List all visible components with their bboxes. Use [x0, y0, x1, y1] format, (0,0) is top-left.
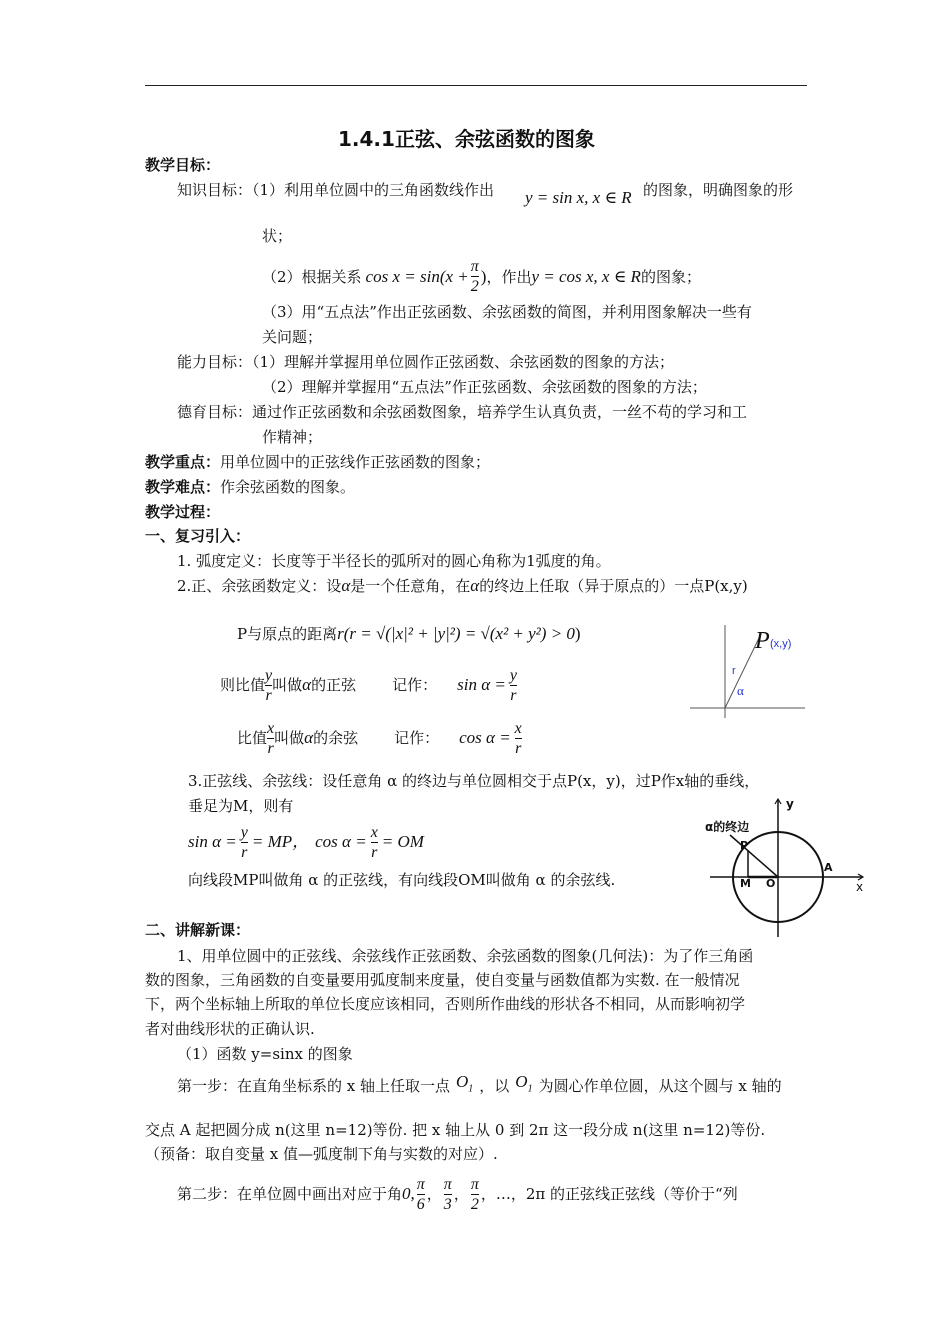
knowledge-line-2	[262, 258, 701, 295]
k3-line1: （3）用“五点法”作出正弦函数、余弦函数的简图，并利用图象解决一些有	[262, 303, 752, 321]
ratio2-called: 叫做	[274, 729, 305, 747]
item3-cos-eq: = OM	[381, 832, 424, 851]
section2-p1-line2: 数的图象，三角函数的自变量要用弧度制来度量，使自变量与函数值都为实数. 在一般情况	[145, 971, 740, 989]
ability-line1: 能力目标：（1）理解并掌握用单位圆作正弦函数、余弦函数的图象的方法；	[177, 353, 675, 371]
item2-a: 2.正、余弦函数定义：设	[177, 577, 342, 595]
pi-over-2	[471, 1176, 479, 1213]
k2-close: )	[480, 266, 487, 286]
origin-label: O	[766, 877, 776, 890]
pi2-den: 2	[470, 1195, 479, 1213]
point-a-label: A	[824, 861, 833, 874]
section2-p1-line3: 下，两个坐标轴上所取的单位长度应该相同，否则所作曲线的形状各不相同，从而影响初学	[145, 995, 746, 1013]
item2-b: 是一个任意角，在	[350, 577, 471, 595]
step1-a: 第一步：在直角坐标系的 x 轴上任取一点	[177, 1076, 450, 1095]
section1-item2	[177, 576, 748, 596]
alpha-label: α	[737, 683, 744, 698]
cos-formula: cos α =	[459, 728, 511, 747]
step2-a: 第二步：在单位圆中画出对应于角	[177, 1185, 403, 1203]
section1-heading: 一、复习引入：	[145, 527, 251, 545]
k3-line2: 关问题；	[262, 328, 323, 346]
ratio2-cosine: 的余弦	[313, 729, 359, 747]
cos-num: x	[514, 719, 522, 737]
distance-line	[237, 622, 581, 646]
section1-item1: 1. 弧度定义：长度等于半径长的弧所对的圆心角称为1弧度的角。	[177, 552, 611, 570]
item3-cos-den: r	[371, 843, 378, 861]
item2-c: 的终边上任取（异于原点的）一点P(x,y)	[479, 577, 748, 595]
sin-formula: sin α =	[457, 675, 506, 694]
item3-sin-fraction	[241, 824, 248, 861]
terminal-side-label: α的终边	[705, 820, 750, 834]
ability-line2: （2）理解并掌握用“五点法”作正弦函数、余弦函数的图象的方法；	[262, 378, 707, 396]
step2-b: 2π 的正弦线正弦线（等价于“列	[525, 1185, 738, 1203]
pi-over-3	[444, 1176, 452, 1213]
k1-formula: y = sin x, x ∈ R	[525, 188, 632, 207]
ratio1-num: y	[265, 666, 273, 684]
difficulty-label: 教学难点：	[145, 478, 221, 496]
comma: ，	[453, 1185, 469, 1203]
alpha-symbol: α	[302, 675, 312, 694]
page-title: 1.4.1正弦、余弦函数的图象	[338, 127, 595, 151]
ratio2-den: r	[267, 739, 274, 757]
item3-sin: sin α =	[188, 832, 237, 851]
step2-line	[177, 1172, 738, 1216]
point-diagram	[685, 620, 810, 720]
section2-p1-line4: 者对曲线形状的正确认识.	[145, 1020, 315, 1038]
point-coord-label: (x,y)	[770, 638, 792, 650]
section2-heading: 二、讲解新课：	[145, 921, 251, 939]
k2-tail: 的图象；	[640, 267, 701, 286]
header-rule	[145, 85, 807, 86]
o1-letter: O	[515, 1072, 528, 1091]
item3-cos-fraction	[371, 824, 378, 861]
ellipsis: ，…，	[480, 1185, 526, 1203]
item3-cos: cos α =	[315, 832, 367, 851]
k2-mid: ，作出	[486, 267, 532, 286]
cosine-ratio-line	[237, 718, 522, 758]
pi6-num: π	[416, 1175, 425, 1193]
ratio2-fraction	[267, 720, 274, 757]
k2-formula2: y = cos x, x ∈ R	[531, 266, 641, 286]
alpha-symbol: α	[304, 728, 314, 747]
x-axis-label: x	[856, 880, 864, 894]
step1-line1	[177, 1068, 782, 1103]
key-point-text: 用单位圆中的正弦线作正弦函数的图象；	[220, 453, 491, 471]
pi3-num: π	[443, 1175, 452, 1193]
cos-fraction	[515, 720, 522, 757]
pi2-num: π	[470, 1175, 479, 1193]
comma: ，	[426, 1185, 442, 1203]
ratio1-fraction	[265, 667, 272, 704]
ratio1-den: r	[265, 686, 272, 704]
ratio1-text: 则比值	[220, 676, 266, 694]
k1-cont: 状；	[262, 227, 293, 245]
item3-line3: 向线段MP叫做角 α 的正弦线，有向线段OM叫做角 α 的余弦线.	[188, 871, 616, 889]
sin-fraction	[510, 667, 517, 704]
item3-sin-num: y	[240, 823, 248, 841]
ratio1-called: 叫做	[272, 676, 303, 694]
ratio1-sine: 的正弦	[311, 676, 357, 694]
o1-symbol	[515, 1068, 532, 1103]
knowledge-line-1	[177, 180, 494, 200]
pi3-den: 3	[443, 1195, 452, 1213]
item3-formula-line	[188, 822, 424, 862]
knowledge-label: 知识目标：	[177, 181, 253, 199]
ratio1-note: 记作：	[392, 676, 438, 694]
ratio2-num: x	[267, 719, 275, 737]
k2-denominator: 2	[470, 278, 479, 295]
distance-r: r(	[337, 624, 350, 643]
y-axis-label: y	[786, 797, 794, 811]
sin-den: r	[510, 686, 517, 704]
step2-zero: 0,	[402, 1184, 415, 1203]
item3-line2: 垂足为M，则有	[188, 797, 294, 815]
difficulty	[145, 477, 355, 497]
cos-den: r	[515, 739, 522, 757]
step1-b: ，以	[479, 1076, 510, 1095]
item3-cos-num: x	[370, 823, 378, 841]
distance-formula: r = √(|x|² + |y|²) = √(x² + y²) > 0	[349, 624, 575, 643]
unit-circle-diagram	[700, 795, 870, 940]
r-label: r	[732, 665, 736, 677]
pi-over-6	[417, 1176, 425, 1213]
o1-symbol	[456, 1068, 473, 1103]
alpha-symbol: α	[341, 576, 351, 595]
item3-line1: 3.正弦线、余弦线：设任意角 α 的终边与单位圆相交于点P(x，y)，过P作x轴的垂线，	[188, 772, 760, 790]
item3-sin-eq: = MP，	[251, 832, 310, 851]
o1-letter: O	[456, 1072, 469, 1091]
distance-close: )	[574, 624, 581, 643]
o1-subscript: 1	[527, 1083, 533, 1095]
objectives-heading: 教学目标：	[145, 156, 221, 174]
sin-num: y	[509, 666, 517, 684]
pi6-den: 6	[416, 1195, 425, 1213]
moral-line2: 作精神；	[262, 428, 323, 446]
step1-c: 为圆心作单位圆，从这个圆与 x 轴的	[538, 1076, 782, 1095]
item3-sin-den: r	[241, 843, 248, 861]
point-p-label: P	[755, 628, 770, 654]
moral-line1: 德育目标：通过作正弦函数和余弦函数图象，培养学生认真负责，一丝不苟的学习和工	[177, 403, 748, 421]
difficulty-text: 作余弦函数的图象。	[220, 478, 356, 496]
section2-sub1: （1）函数 y=sinx 的图象	[177, 1045, 353, 1063]
point-p-label: P	[740, 839, 749, 852]
k2-fraction	[471, 258, 479, 295]
key-point-label: 教学重点：	[145, 453, 221, 471]
process-heading: 教学过程：	[145, 503, 221, 521]
sine-ratio-line	[220, 665, 517, 705]
k2-text: （2）根据关系	[262, 267, 362, 286]
point-m-label: M	[740, 877, 751, 890]
k2-formula: cos x = sin(x +	[365, 266, 469, 286]
k1-tail: 的图象，明确图象的形	[643, 181, 794, 199]
distance-text: P与原点的距离	[237, 625, 338, 643]
ratio2-note: 记作：	[394, 729, 440, 747]
k2-numerator: π	[470, 258, 479, 275]
step1-line3: （预备：取自变量 x 值—弧度制下角与实数的对应）.	[145, 1145, 498, 1163]
alpha-symbol: α	[470, 576, 480, 595]
k1-text: （1）利用单位圆中的三角函数线作出	[252, 181, 495, 199]
section2-p1-line1: 1、用单位圆中的正弦线、余弦线作正弦函数、余弦函数的图象(几何法)：为了作三角函	[177, 947, 754, 965]
ratio2-text: 比值	[237, 729, 268, 747]
step1-line2: 交点 A 起把圆分成 n(这里 n=12)等份. 把 x 轴上从 0 到 2π 这一段分成 n(这里 n=12)等份.	[145, 1121, 766, 1139]
key-point	[145, 452, 490, 472]
o1-subscript: 1	[468, 1083, 474, 1095]
